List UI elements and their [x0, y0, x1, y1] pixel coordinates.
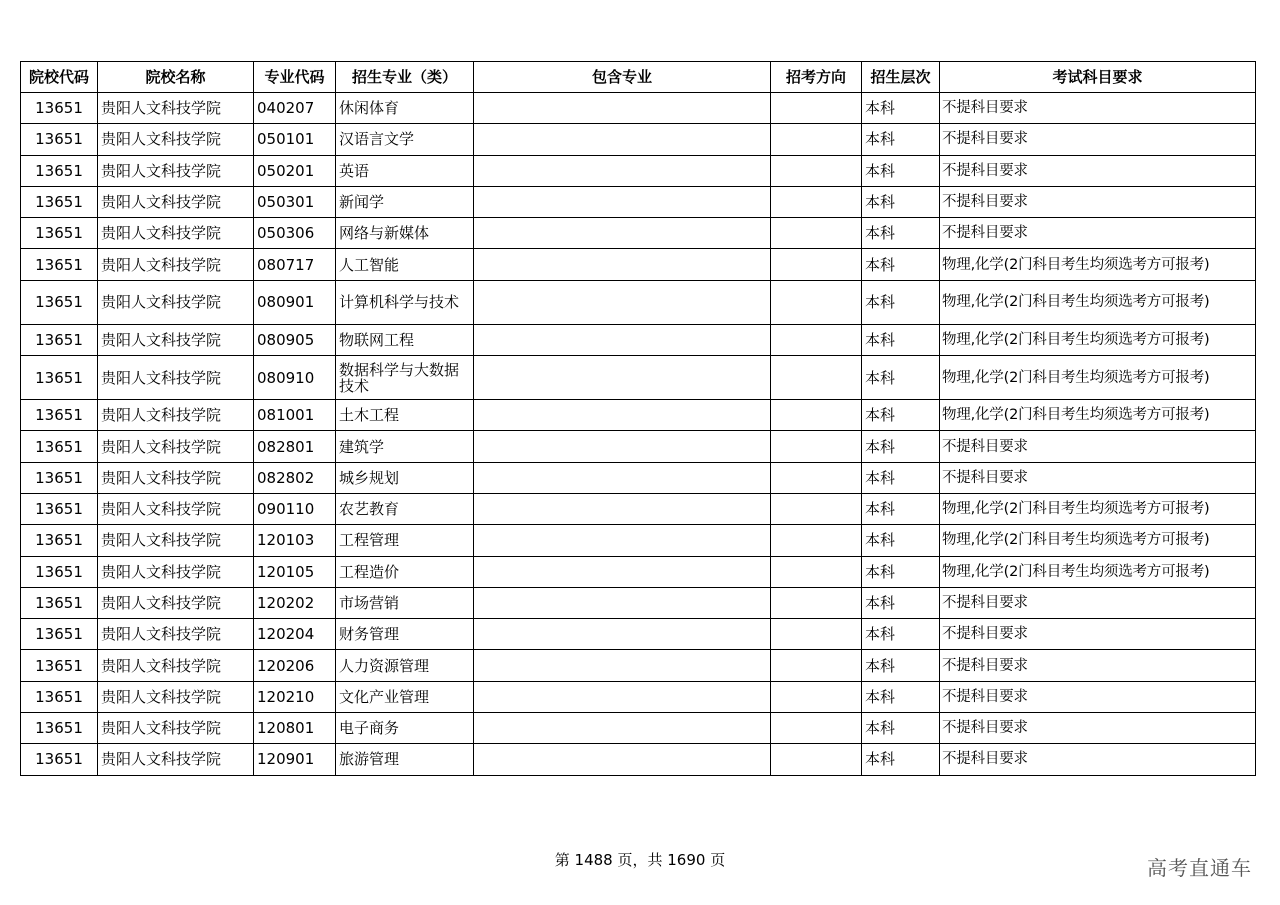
cell-direction: [771, 280, 862, 324]
cell-included-majors: [474, 280, 771, 324]
header-school-name: 院校名称: [98, 62, 254, 93]
cell-school-name: 贵阳人文科技学院: [98, 493, 254, 524]
cell-requirement: 物理,化学(2门科目考生均须选考方可报考): [940, 324, 1256, 355]
cell-level: 本科: [862, 93, 940, 124]
cell-direction: [771, 587, 862, 618]
table-row: [21, 324, 1256, 355]
cell-direction: [771, 619, 862, 650]
cell-level: 本科: [862, 681, 940, 712]
cell-requirement: 不提科目要求: [940, 462, 1256, 493]
cell-school-name: 贵阳人文科技学院: [98, 124, 254, 155]
cell-direction: [771, 124, 862, 155]
cell-included-majors: [474, 462, 771, 493]
cell-school-code: 13651: [21, 124, 98, 155]
cell-level: 本科: [862, 493, 940, 524]
cell-direction: [771, 525, 862, 556]
header-major-code: 专业代码: [254, 62, 336, 93]
cell-major: 农艺教育: [336, 493, 474, 524]
cell-included-majors: [474, 356, 771, 400]
cell-major: 工程管理: [336, 525, 474, 556]
cell-level: 本科: [862, 587, 940, 618]
cell-school-name: 贵阳人文科技学院: [98, 324, 254, 355]
cell-requirement: 不提科目要求: [940, 155, 1256, 186]
table-row: [21, 356, 1256, 400]
cell-school-name: 贵阳人文科技学院: [98, 650, 254, 681]
cell-requirement: 物理,化学(2门科目考生均须选考方可报考): [940, 493, 1256, 524]
cell-direction: [771, 249, 862, 280]
cell-school-name: 贵阳人文科技学院: [98, 249, 254, 280]
cell-school-name: 贵阳人文科技学院: [98, 462, 254, 493]
table-row: [21, 93, 1256, 124]
header-direction: 招考方向: [771, 62, 862, 93]
cell-direction: [771, 324, 862, 355]
table-row: [21, 400, 1256, 431]
cell-school-code: 13651: [21, 280, 98, 324]
header-major: 招生专业（类）: [336, 62, 474, 93]
cell-major: 文化产业管理: [336, 681, 474, 712]
cell-requirement: 物理,化学(2门科目考生均须选考方可报考): [940, 280, 1256, 324]
cell-school-code: 13651: [21, 400, 98, 431]
cell-school-code: 13651: [21, 462, 98, 493]
cell-included-majors: [474, 713, 771, 744]
cell-school-name: 贵阳人文科技学院: [98, 155, 254, 186]
cell-major: 财务管理: [336, 619, 474, 650]
cell-school-name: 贵阳人文科技学院: [98, 713, 254, 744]
cell-direction: [771, 155, 862, 186]
table-row: [21, 587, 1256, 618]
cell-direction: [771, 650, 862, 681]
table-row: [21, 525, 1256, 556]
table-row: [21, 713, 1256, 744]
cell-level: 本科: [862, 713, 940, 744]
cell-school-code: 13651: [21, 681, 98, 712]
header-included-majors: 包含专业: [474, 62, 771, 93]
table-body: [21, 93, 1256, 776]
cell-school-code: 13651: [21, 525, 98, 556]
page-number-text: 第 1488 页，共 1690 页: [554, 851, 726, 869]
cell-included-majors: [474, 619, 771, 650]
cell-level: 本科: [862, 525, 940, 556]
cell-requirement: 不提科目要求: [940, 619, 1256, 650]
cell-major-code: 050101: [254, 124, 336, 155]
cell-major-code: 090110: [254, 493, 336, 524]
table-row: [21, 493, 1256, 524]
cell-school-name: 贵阳人文科技学院: [98, 525, 254, 556]
cell-requirement: 物理,化学(2门科目考生均须选考方可报考): [940, 525, 1256, 556]
cell-included-majors: [474, 324, 771, 355]
cell-school-name: 贵阳人文科技学院: [98, 280, 254, 324]
page-footer: [0, 849, 1280, 870]
cell-major: 工程造价: [336, 556, 474, 587]
cell-major-code: 080901: [254, 280, 336, 324]
admissions-table-container: [20, 61, 1256, 776]
cell-school-name: 贵阳人文科技学院: [98, 619, 254, 650]
cell-school-code: 13651: [21, 186, 98, 217]
cell-requirement: 不提科目要求: [940, 744, 1256, 775]
cell-included-majors: [474, 650, 771, 681]
header-level: 招生层次: [862, 62, 940, 93]
cell-school-name: 贵阳人文科技学院: [98, 556, 254, 587]
cell-major: 新闻学: [336, 186, 474, 217]
cell-school-code: 13651: [21, 713, 98, 744]
table-row: [21, 280, 1256, 324]
cell-major: 人力资源管理: [336, 650, 474, 681]
cell-requirement: 不提科目要求: [940, 650, 1256, 681]
cell-direction: [771, 681, 862, 712]
cell-school-name: 贵阳人文科技学院: [98, 356, 254, 400]
cell-included-majors: [474, 525, 771, 556]
cell-level: 本科: [862, 155, 940, 186]
cell-major-code: 080910: [254, 356, 336, 400]
cell-major-code: 050306: [254, 218, 336, 249]
cell-major-code: 082801: [254, 431, 336, 462]
cell-major: 休闲体育: [336, 93, 474, 124]
cell-school-code: 13651: [21, 650, 98, 681]
cell-level: 本科: [862, 249, 940, 280]
cell-school-code: 13651: [21, 93, 98, 124]
cell-school-name: 贵阳人文科技学院: [98, 681, 254, 712]
cell-school-name: 贵阳人文科技学院: [98, 218, 254, 249]
cell-included-majors: [474, 681, 771, 712]
cell-school-code: 13651: [21, 431, 98, 462]
cell-level: 本科: [862, 324, 940, 355]
cell-level: 本科: [862, 744, 940, 775]
cell-included-majors: [474, 249, 771, 280]
cell-level: 本科: [862, 556, 940, 587]
cell-school-code: 13651: [21, 324, 98, 355]
table-row: [21, 619, 1256, 650]
cell-school-name: 贵阳人文科技学院: [98, 587, 254, 618]
cell-requirement: 不提科目要求: [940, 186, 1256, 217]
cell-level: 本科: [862, 462, 940, 493]
table-row: [21, 650, 1256, 681]
cell-major-code: 120206: [254, 650, 336, 681]
table-row: [21, 124, 1256, 155]
header-requirement: 考试科目要求: [940, 62, 1256, 93]
cell-major-code: 040207: [254, 93, 336, 124]
table-header-row: [21, 62, 1256, 93]
cell-direction: [771, 186, 862, 217]
cell-major: 人工智能: [336, 249, 474, 280]
cell-requirement: 不提科目要求: [940, 124, 1256, 155]
cell-requirement: 不提科目要求: [940, 431, 1256, 462]
cell-included-majors: [474, 218, 771, 249]
cell-included-majors: [474, 431, 771, 462]
cell-direction: [771, 93, 862, 124]
table-row: [21, 681, 1256, 712]
cell-direction: [771, 356, 862, 400]
cell-direction: [771, 493, 862, 524]
cell-major: 汉语言文学: [336, 124, 474, 155]
table-row: [21, 186, 1256, 217]
cell-requirement: 物理,化学(2门科目考生均须选考方可报考): [940, 400, 1256, 431]
cell-school-code: 13651: [21, 249, 98, 280]
cell-school-code: 13651: [21, 356, 98, 400]
cell-school-code: 13651: [21, 493, 98, 524]
cell-major: 城乡规划: [336, 462, 474, 493]
cell-direction: [771, 744, 862, 775]
cell-level: 本科: [862, 356, 940, 400]
cell-included-majors: [474, 155, 771, 186]
cell-requirement: 不提科目要求: [940, 93, 1256, 124]
cell-included-majors: [474, 93, 771, 124]
cell-level: 本科: [862, 186, 940, 217]
header-school-code: 院校代码: [21, 62, 98, 93]
cell-major: 数据科学与大数据技术: [336, 356, 474, 400]
cell-major-code: 120901: [254, 744, 336, 775]
cell-included-majors: [474, 556, 771, 587]
cell-level: 本科: [862, 280, 940, 324]
cell-requirement: 物理,化学(2门科目考生均须选考方可报考): [940, 556, 1256, 587]
cell-school-name: 贵阳人文科技学院: [98, 93, 254, 124]
cell-school-name: 贵阳人文科技学院: [98, 400, 254, 431]
cell-school-code: 13651: [21, 619, 98, 650]
cell-major: 计算机科学与技术: [336, 280, 474, 324]
cell-included-majors: [474, 124, 771, 155]
cell-school-code: 13651: [21, 155, 98, 186]
cell-major-code: 120204: [254, 619, 336, 650]
cell-requirement: 不提科目要求: [940, 587, 1256, 618]
cell-major-code: 050301: [254, 186, 336, 217]
cell-requirement: 物理,化学(2门科目考生均须选考方可报考): [940, 249, 1256, 280]
cell-school-code: 13651: [21, 587, 98, 618]
cell-school-code: 13651: [21, 556, 98, 587]
cell-major: 建筑学: [336, 431, 474, 462]
cell-school-name: 贵阳人文科技学院: [98, 431, 254, 462]
cell-level: 本科: [862, 218, 940, 249]
cell-direction: [771, 400, 862, 431]
cell-major-code: 120105: [254, 556, 336, 587]
cell-direction: [771, 462, 862, 493]
cell-major: 土木工程: [336, 400, 474, 431]
cell-major-code: 120210: [254, 681, 336, 712]
cell-direction: [771, 431, 862, 462]
cell-major: 旅游管理: [336, 744, 474, 775]
cell-major-code: 080717: [254, 249, 336, 280]
cell-major-code: 120202: [254, 587, 336, 618]
cell-major: 电子商务: [336, 713, 474, 744]
cell-major: 网络与新媒体: [336, 218, 474, 249]
cell-requirement: 物理,化学(2门科目考生均须选考方可报考): [940, 356, 1256, 400]
cell-major: 市场营销: [336, 587, 474, 618]
cell-included-majors: [474, 493, 771, 524]
table-row: [21, 744, 1256, 775]
cell-major-code: 080905: [254, 324, 336, 355]
cell-major: 英语: [336, 155, 474, 186]
cell-major-code: 120801: [254, 713, 336, 744]
cell-major-code: 081001: [254, 400, 336, 431]
cell-requirement: 不提科目要求: [940, 713, 1256, 744]
cell-direction: [771, 713, 862, 744]
cell-school-name: 贵阳人文科技学院: [98, 186, 254, 217]
cell-major-code: 120103: [254, 525, 336, 556]
cell-level: 本科: [862, 400, 940, 431]
watermark-text: 高考直通车: [1147, 856, 1252, 880]
cell-included-majors: [474, 587, 771, 618]
cell-included-majors: [474, 744, 771, 775]
cell-school-code: 13651: [21, 744, 98, 775]
cell-level: 本科: [862, 619, 940, 650]
table-row: [21, 249, 1256, 280]
cell-level: 本科: [862, 431, 940, 462]
cell-requirement: 不提科目要求: [940, 681, 1256, 712]
cell-level: 本科: [862, 124, 940, 155]
table-row: [21, 218, 1256, 249]
cell-school-name: 贵阳人文科技学院: [98, 744, 254, 775]
cell-major: 物联网工程: [336, 324, 474, 355]
cell-direction: [771, 556, 862, 587]
table-row: [21, 155, 1256, 186]
table-row: [21, 556, 1256, 587]
cell-school-code: 13651: [21, 218, 98, 249]
table-row: [21, 462, 1256, 493]
cell-level: 本科: [862, 650, 940, 681]
cell-direction: [771, 218, 862, 249]
cell-major-code: 082802: [254, 462, 336, 493]
cell-included-majors: [474, 186, 771, 217]
cell-major-code: 050201: [254, 155, 336, 186]
cell-included-majors: [474, 400, 771, 431]
table-row: [21, 431, 1256, 462]
admissions-table: [20, 61, 1256, 776]
cell-requirement: 不提科目要求: [940, 218, 1256, 249]
